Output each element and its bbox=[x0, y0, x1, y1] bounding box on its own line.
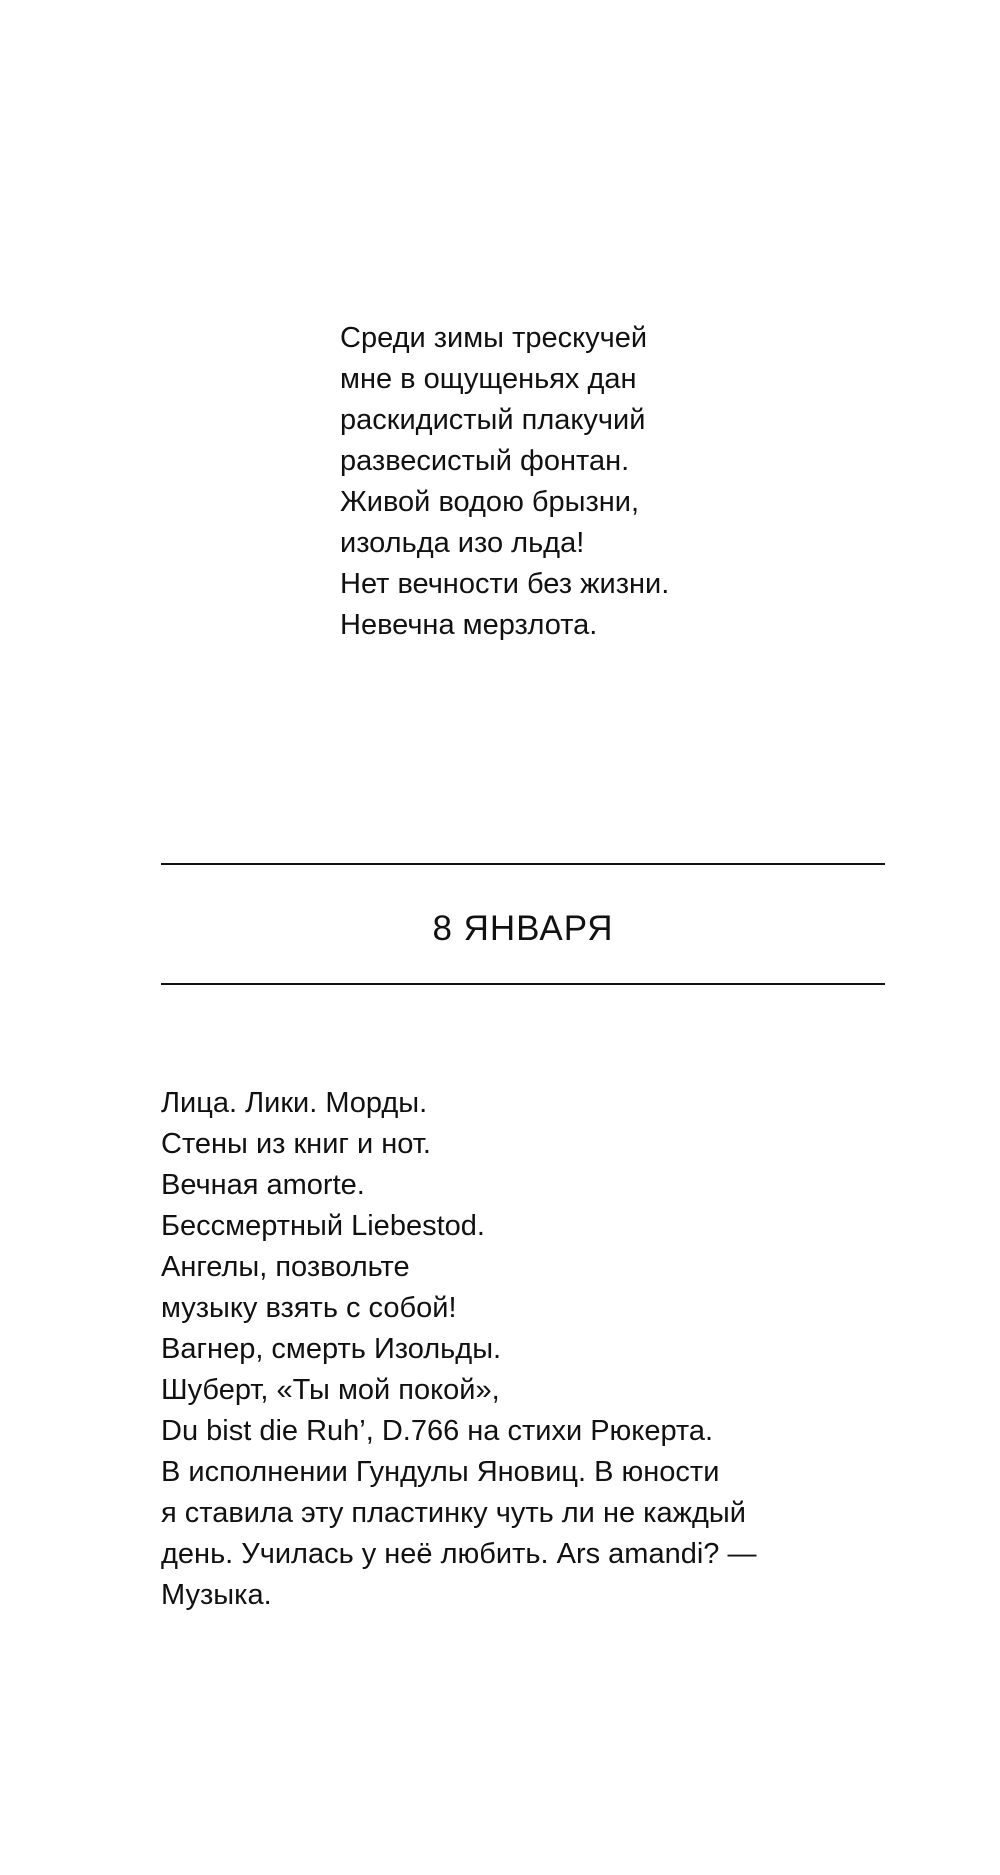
poem-line: Шуберт, «Ты мой покой», bbox=[161, 1374, 500, 1406]
poem-line: я ставила эту пластинку чуть ли не каждый bbox=[161, 1497, 746, 1529]
poem-line: мне в ощущеньях дан bbox=[340, 363, 637, 395]
heading-rule-top bbox=[161, 863, 885, 865]
poem-line: день. Училась у неё любить. Ars amandi? — bbox=[161, 1538, 757, 1570]
heading-rule-bottom bbox=[161, 983, 885, 985]
poem-line: Музыка. bbox=[161, 1579, 272, 1611]
poem-top bbox=[340, 318, 669, 646]
poem-line: музыку взять с собой! bbox=[161, 1292, 457, 1324]
poem-line: раскидистый плакучий bbox=[340, 404, 646, 436]
poem-line: Среди зимы трескучей bbox=[340, 322, 648, 354]
poem-line: Стены из книг и нот. bbox=[161, 1128, 431, 1160]
poem-line: В исполнении Гундулы Яновиц. В юности bbox=[161, 1456, 720, 1488]
poem-line: Вагнер, смерть Изольды. bbox=[161, 1333, 502, 1365]
poem-line: Du bist die Ruh’, D.766 на стихи Рюкерта. bbox=[161, 1415, 714, 1447]
poem-bottom bbox=[161, 1083, 756, 1616]
poem-line: Живой водою брызни, bbox=[340, 486, 640, 518]
poem-line: Нет вечности без жизни. bbox=[340, 568, 670, 600]
poem-line: Невечна мерзлота. bbox=[340, 609, 598, 641]
section-heading: 8 ЯНВАРЯ bbox=[432, 909, 614, 948]
poem-line: Лица. Лики. Морды. bbox=[161, 1087, 428, 1119]
poem-line: Бессмертный Liebestod. bbox=[161, 1210, 485, 1242]
poem-line: Вечная amorte. bbox=[161, 1169, 365, 1201]
poem-line: Ангелы, позвольте bbox=[161, 1251, 410, 1283]
poem-line: изольда изо льда! bbox=[340, 527, 585, 559]
poem-line: развесистый фонтан. bbox=[340, 445, 630, 477]
